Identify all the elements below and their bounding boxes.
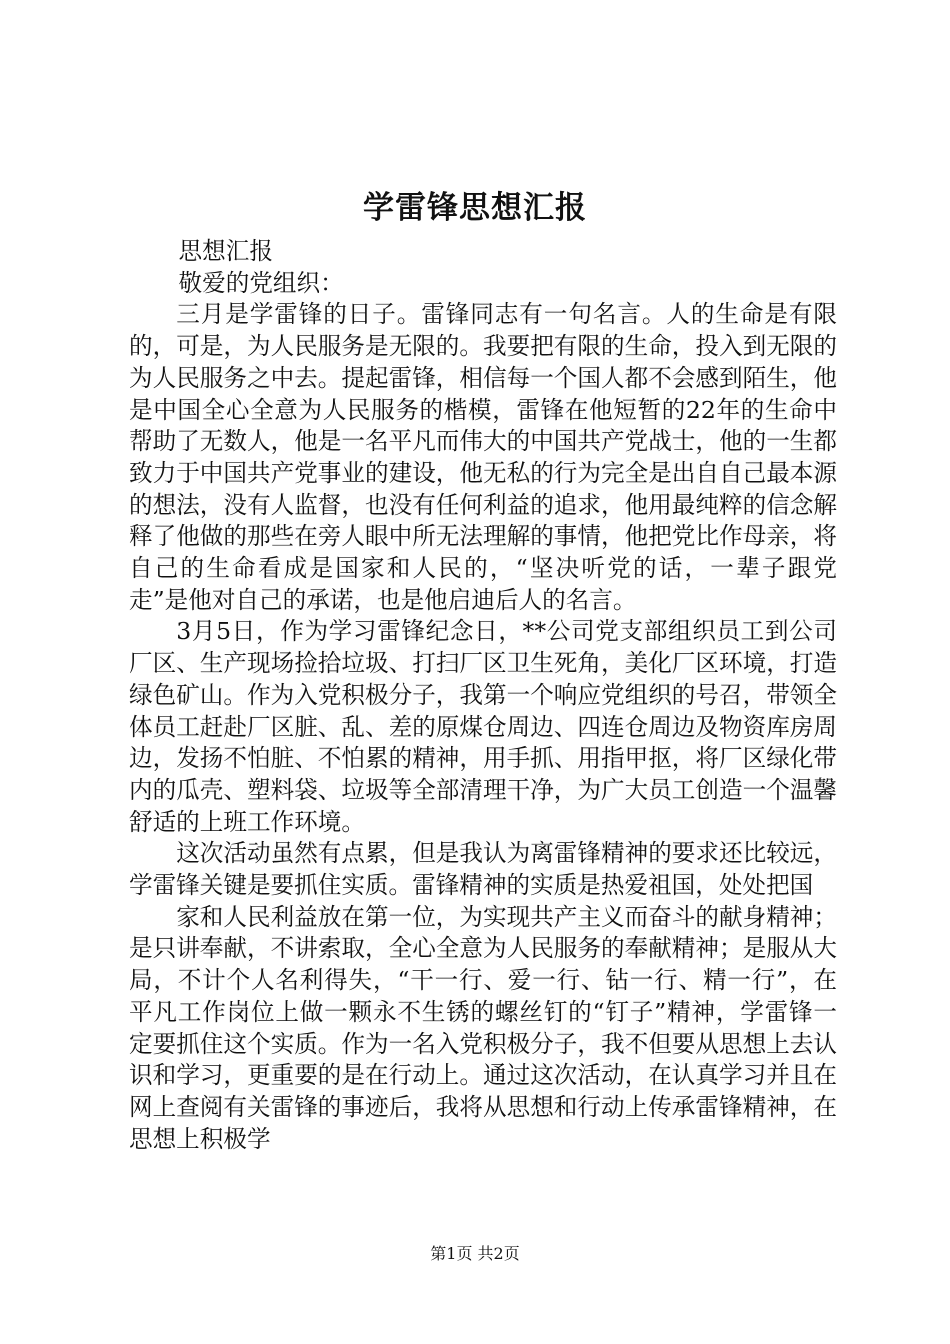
body-paragraph: 家和人民利益放在第一位，为实现共产主义而奋斗的献身精神；是只讲奉献，不讲索取，全心全意为人民服务的奉献精神；是服从大局，不计个人名利得失，“干一行、爱一行、钻一行、精一行”，在平凡工作岗位上做一颗永不生锈的螺丝钉的“钉子”精神，学雷锋一定要抓住这个实质。作为一名入党积极分子，我不但要从思想上去认识和学习，更重要的是在行动上。通过这次活动，在认真学习并且在网上查阅有关雷锋的事迹后，我将从思想和行动上传承雷锋精神，在思想上积极学 xyxy=(129,902,837,1153)
body-paragraph: 3月5日，作为学习雷锋纪念日，**公司党支部组织员工到公司厂区、生产现场捡拾垃圾、打扫厂区卫生死角，美化厂区环境，打造绿色矿山。作为入党积极分子，我第一个响应党组织的号召，带领全体员工赶赴厂区脏、乱、差的原煤仓周边、四连仓周边及物资库房周边，发扬不怕脏、不怕累的精神，用手抓、用指甲抠，将厂区绿化带内的瓜壳、塑料袋、垃圾等全部清理干净，为广大员工创造一个温馨舒适的上班工作环境。 xyxy=(129,617,837,836)
body-paragraph: 三月是学雷锋的日子。雷锋同志有一句名言。人的生命是有限的，可是，为人民服务是无限的。我要把有限的生命，投入到无限的为人民服务之中去。提起雷锋，相信每一个国人都不会感到陌生，他是中国全心全意为人民服务的楷模，雷锋在他短暂的22年的生命中帮助了无数人，他是一名平凡而伟大的中国共产党战士，他的一生都致力于中国共产党事业的建设，他无私的行为完全是出自自己最本源的想法，没有人监督，也没有任何利益的追求，他用最纯粹的信念解释了他做的那些在旁人眼中所无法理解的事情，他把党比作母亲，将自己的生命看成是国家和人民的，“坚决听党的话，一辈子跟党走”是他对自己的承诺，也是他启迪后人的名言。 xyxy=(129,300,837,614)
report-heading: 思想汇报 xyxy=(178,237,273,265)
body-paragraph: 这次活动虽然有点累，但是我认为离雷锋精神的要求还比较远，学雷锋关键是要抓住实质。雷锋精神的实质是热爱祖国，处处把国 xyxy=(129,839,837,900)
document-title: 学雷锋思想汇报 xyxy=(363,190,587,226)
salutation: 敬爱的党组织： xyxy=(178,268,344,297)
page-number-footer: 第1页 共2页 xyxy=(430,1244,520,1263)
document-body xyxy=(129,236,837,1155)
